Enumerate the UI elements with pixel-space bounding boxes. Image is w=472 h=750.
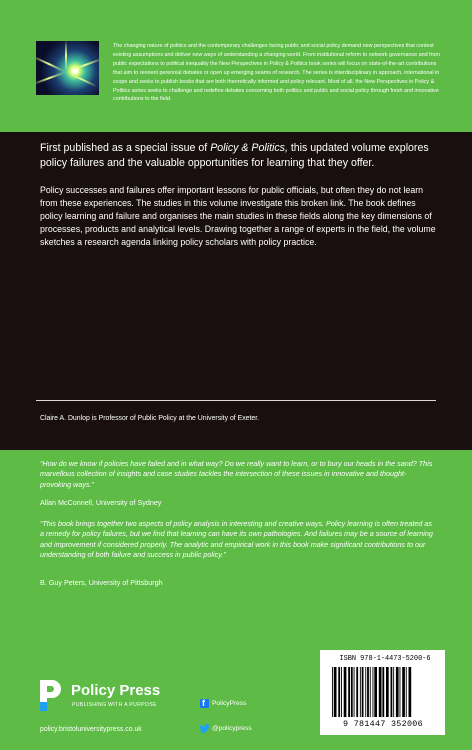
endorsement-quote: “How do we know if policies have failed and in what way? Do we really want to learn, or to bury our heads in the sand? This marvellous collection of insights and case studies tackles the intersection of these issues in innovative and thought-provoking ways.” xyxy=(40,459,433,489)
publisher-name: Policy Press xyxy=(71,682,161,699)
barcode-bar xyxy=(406,667,407,717)
barcode-bar xyxy=(367,667,369,717)
barcode-bar xyxy=(341,667,342,717)
barcode-bar xyxy=(393,667,394,717)
barcode-bar xyxy=(370,667,371,717)
barcode-bar xyxy=(409,667,412,717)
barcode-bar xyxy=(373,667,374,717)
divider xyxy=(36,400,436,401)
barcode-bar xyxy=(338,667,340,717)
journal-title: Policy & Politics, xyxy=(210,142,288,154)
barcode-bar xyxy=(374,667,377,717)
barcode-bar xyxy=(379,667,382,717)
isbn-digits: 9 781447 352006 xyxy=(343,719,423,729)
twitter-handle[interactable]: @policypress xyxy=(212,725,252,732)
book-description: Policy successes and failures offer important lessons for public officials, but often they do not learn from these experiences. The studies in this volume investigate this broken link. The book defines policy learning and failure and organises the main studies in these fields along the key dimensions of processes, products and analytical levels. Drawing together a range of experts in the field, the volume sketches a research agenda linking policy scholars with policy practice. xyxy=(40,185,436,248)
barcode-bar xyxy=(348,667,350,717)
barcode-bar xyxy=(400,667,401,717)
twitter-icon xyxy=(199,724,210,733)
synopsis-panel xyxy=(0,132,472,450)
lead-text-end: this updated volume explores policy failures and the valuable opportunities for learning that they offer. xyxy=(40,142,429,169)
barcode-bar xyxy=(386,667,389,717)
facebook-handle[interactable]: PolicyPress xyxy=(212,700,247,707)
barcode-bar xyxy=(334,667,337,717)
lead-paragraph xyxy=(40,141,440,171)
author-bio: Claire A. Dunlop is Professor of Public Policy at the University of Exeter. xyxy=(40,415,260,422)
barcode-bar xyxy=(351,667,353,717)
barcode-bar xyxy=(356,667,358,717)
series-description: The changing nature of politics and the contemporary challenges facing public and social policy demand new perspectives that contest existing assumptions and deliver new ways of understanding a changing world. From institutional reform to network governance and from public expectations to political inequality the New Perspectives in Policy & Politics book series will focus on state-of-the-art contributions that aim to reorient perennial debates or open up emerging seams of research. The series is interdisciplinary in approach, international in scope and seeks to publish books that are both theoretically informed and policy relevant. Most of all, the New Perspectives in Policy & Politics series seeks to challenge and redefine debates concerning both politics and public and social policy through fresh and innovative contributions to the field. xyxy=(113,43,440,103)
barcode-bar xyxy=(362,667,364,717)
endorsement-quote: “This book brings together two aspects of policy analysis in interesting and creative ways. Policy learning is often treated as a remedy for policy failures, but we find that learning can have its own pathologies. And failures may be a source of learning and improvement if considered properly. The analytic and empirical work in this book make significant contributions to our understanding of both failure and success in public policy.” xyxy=(40,519,433,559)
endorsement-attribution: Allan McConnell, University of Sydney xyxy=(40,498,162,507)
barcode-bar xyxy=(354,667,355,717)
barcode-bar xyxy=(360,667,361,717)
barcode-bar xyxy=(391,667,393,717)
publisher-url[interactable]: policy.bristoluniversitypress.co.uk xyxy=(40,726,142,733)
policy-press-logo xyxy=(40,680,61,711)
barcode-bar xyxy=(332,667,333,717)
publisher-tagline: PUBLISHING WITH A PURPOSE xyxy=(72,702,157,708)
endorsement-attribution: B. Guy Peters, University of Pittsburgh xyxy=(40,578,163,587)
barcode-bar xyxy=(382,667,384,717)
barcode-bar xyxy=(396,667,399,717)
isbn-label: ISBN 978-1-4473-5200-6 xyxy=(339,655,431,663)
lead-text-start: First published as a special issue of xyxy=(40,142,211,154)
barcode-bar xyxy=(402,667,405,717)
barcode-bar xyxy=(365,667,366,717)
barcode-bar xyxy=(344,667,347,717)
barcode xyxy=(330,667,436,717)
cover-thumbnail xyxy=(36,41,99,95)
facebook-icon: f xyxy=(200,699,209,708)
